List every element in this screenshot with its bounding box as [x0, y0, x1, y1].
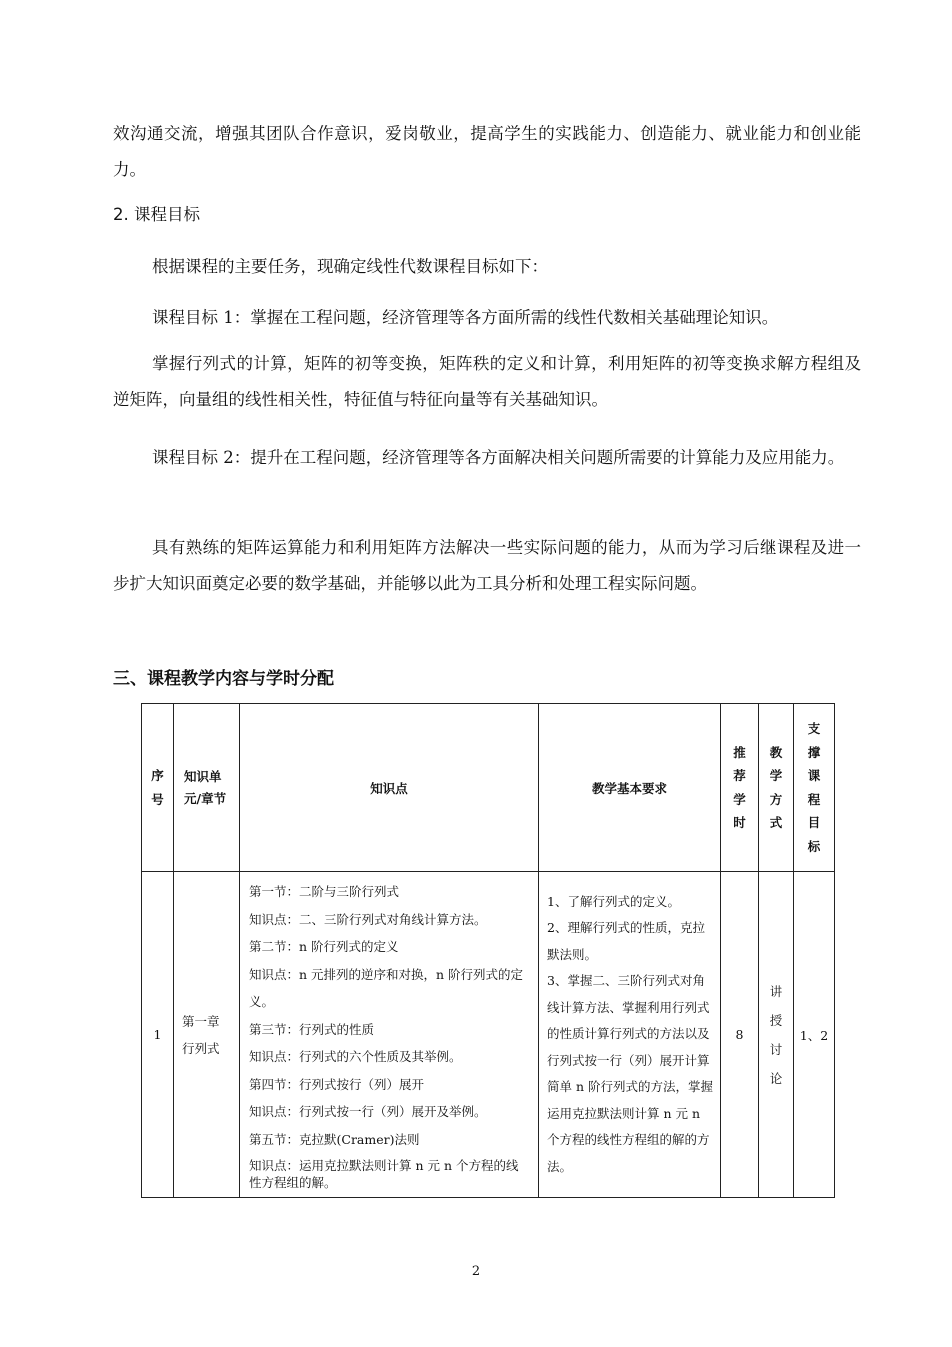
list-item: 2、理解行列式的性质，克拉默法则。	[547, 920, 705, 962]
cell-unit: 第一章行列式	[174, 872, 240, 1198]
header-goals: 支撑课程目标	[794, 704, 835, 872]
paragraph-goal-1: 课程目标 1：掌握在工程问题，经济管理等各方面所需的线性代数相关基础理论知识。	[152, 308, 779, 327]
cell-requirements	[539, 872, 721, 1198]
header-requirements: 教学基本要求	[539, 704, 721, 872]
paragraph-goal-2: 课程目标 2：提升在工程问题，经济管理等各方面解决相关问题所需要的计算能力及应用能力。	[152, 448, 845, 467]
cell-goals: 1、2	[794, 872, 835, 1198]
header-method: 教学方式	[759, 704, 794, 872]
header-seq: 序号	[142, 704, 174, 872]
paragraph-goals-intro: 根据课程的主要任务，现确定线性代数课程目标如下：	[152, 257, 548, 276]
list-item: 3、掌握二、三阶行列式对角线计算方法、掌握利用行列式的性质计算行列式的方法以及行列式按一行（列）展开计算简单 n 阶行列式的方法，掌握运用克拉默法则计算 n 元 n 个方程的线性方程组的解的方法。	[547, 973, 713, 1174]
list-item: 第一节：二阶与三阶行列式	[249, 884, 400, 899]
table-header-row	[142, 704, 835, 872]
list-item: 知识点：行列式的六个性质及其举例。	[249, 1049, 462, 1064]
cell-method: 讲授讨论	[759, 872, 794, 1198]
list-item: 知识点：行列式按一行（列）展开及举例。	[249, 1104, 487, 1119]
cell-hours: 8	[721, 872, 759, 1198]
paragraph-goal-1-detail: 掌握行列式的计算，矩阵的初等变换，矩阵秩的定义和计算，利用矩阵的初等变换求解方程组及逆矩阵，向量组的线性相关性，特征值与特征向量等有关基础知识。	[113, 354, 861, 409]
cell-seq: 1	[142, 872, 174, 1198]
list-item: 知识点：二、三阶行列式对角线计算方法。	[249, 911, 487, 927]
paragraph-continuation: 效沟通交流，增强其团队合作意识，爱岗敬业，提高学生的实践能力、创造能力、就业能力和创业能力。	[113, 124, 861, 179]
list-item: 知识点：n 元排列的逆序和对换，n 阶行列式的定义。	[249, 966, 524, 1009]
header-hours: 推荐学时	[721, 704, 759, 872]
list-item: 第四节：行列式按行（列）展开	[249, 1076, 425, 1092]
header-unit: 知识单元/章节	[174, 704, 240, 872]
list-item: 第五节：克拉默(Cramer)法则	[249, 1131, 420, 1147]
table-row	[142, 872, 835, 1198]
list-item: 第二节：n 阶行列式的定义	[249, 939, 399, 954]
page-number: 2	[471, 1264, 481, 1279]
section-heading: 三、课程教学内容与学时分配	[113, 669, 334, 689]
cell-points	[240, 872, 539, 1198]
list-item: 第三节：行列式的性质	[249, 1021, 375, 1037]
paragraph-goal-2-detail: 具有熟练的矩阵运算能力和利用矩阵方法解决一些实际问题的能力，从而为学习后继课程及进一步扩大知识面奠定必要的数学基础，并能够以此为工具分析和处理工程实际问题。	[113, 538, 861, 593]
list-item: 1、了解行列式的定义。	[547, 893, 680, 909]
course-content-table	[141, 703, 835, 1198]
list-item: 知识点：运用克拉默法则计算 n 元 n 个方程的线性方程组的解。	[249, 1158, 519, 1190]
header-points: 知识点	[240, 704, 539, 872]
subheading-course-goals: 2. 课程目标	[113, 205, 200, 224]
